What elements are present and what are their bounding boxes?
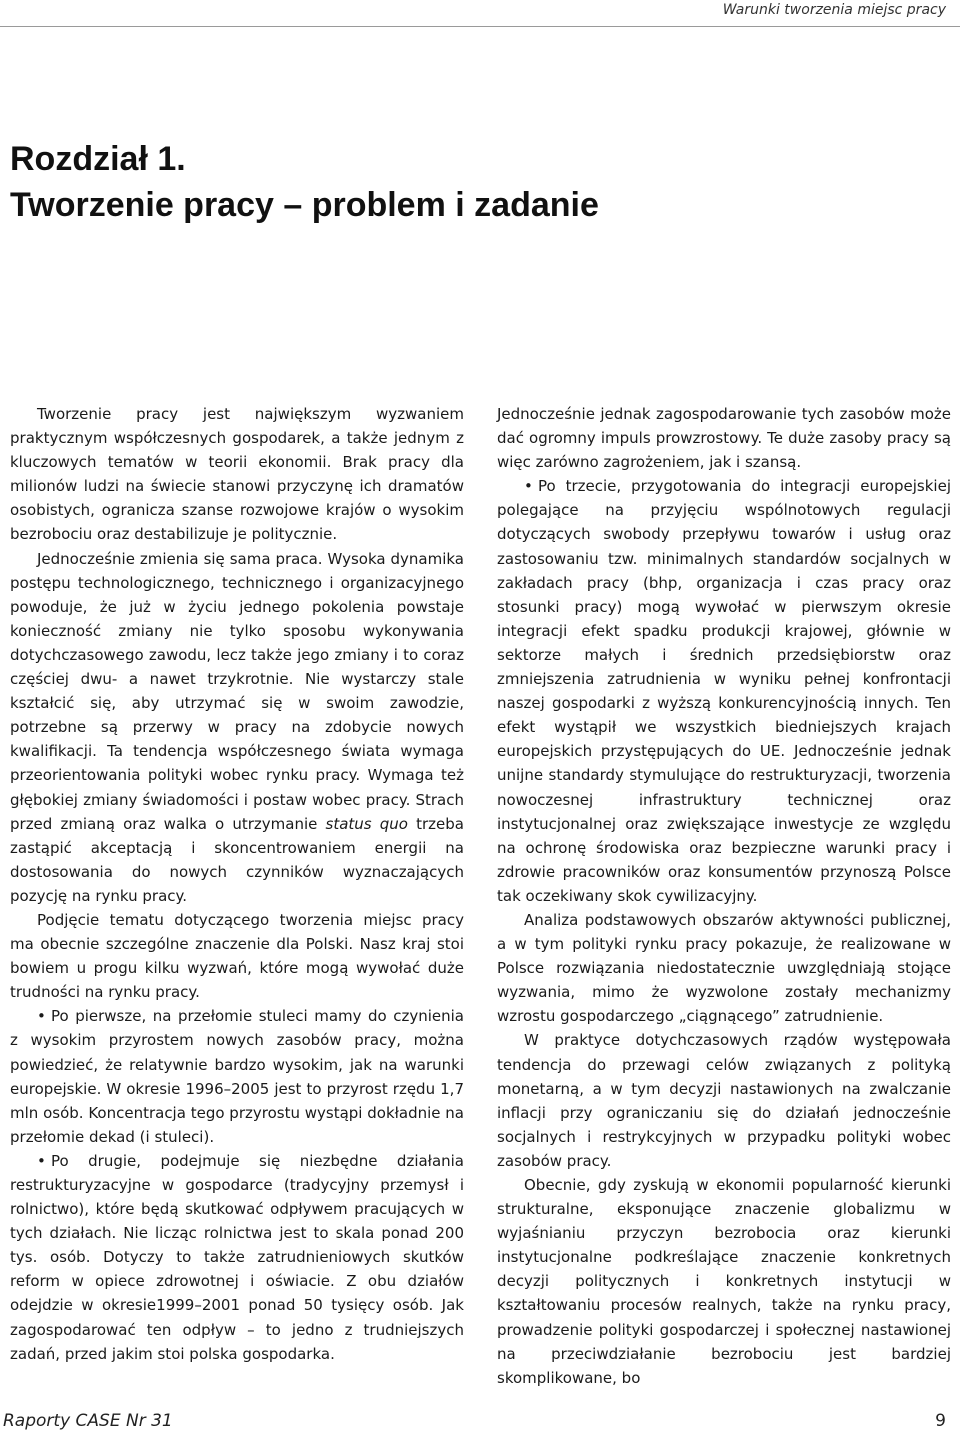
paragraph: Podjęcie tematu dotyczącego tworzenia miejsc pracy ma obecnie szczególne znaczenie dla Polski. Nasz kraj stoi bowiem u progu kilku wyzwań, które mogą wywołać duże trudności na rynku pracy. xyxy=(10,910,464,1002)
paragraph: Analiza podstawowych obszarów aktywności publicznej, a w tym polityki rynku pracy pokazuje, że realizowane w Polsce rozwiązania niedostatecznie uwzględniają stojące wyzwania, mimo że wyzwolone zostały mechanizmy wzrostu gospodarczego „ciągnącego” zatrudnienie. xyxy=(497,910,951,1026)
paragraph: Tworzenie pracy jest największym wyzwaniem praktycznym współczesnych gospodarek, a także jednym z kluczowych tematów w teorii ekonomii. Brak pracy dla milionów ludzi na świecie stanowi przyczynę ich dramatów osobistych, ogranicza szanse rozwojowe krajów o wysokim bezrobociu oraz destabilizuje je politycznie. xyxy=(10,405,464,544)
paragraph xyxy=(10,547,464,908)
paragraph: Obecnie, gdy zyskują w ekonomii popularność kierunki strukturalne, eksponujące znaczenie globalizmu w wyjaśnianiu przyczyn bezrobocia oraz kierunki instytucjonalne podkreślające znaczenie konkretnych decyzji politycznych i konkretnych instytucji w kształtowaniu procesów realnych, także na rynku pracy, prowadzenie polityki gospodarczej i społecznej nastawionej na przeciwdziałanie bezrobociu jest bardziej skomplikowane, bo xyxy=(497,1176,951,1387)
right-column xyxy=(497,402,951,1390)
running-header xyxy=(0,0,960,27)
running-title: Warunki tworzenia miejsc pracy xyxy=(722,2,946,18)
page-number: 9 xyxy=(935,1411,946,1431)
bullet-paragraph xyxy=(497,474,951,908)
italic-phrase: status quo xyxy=(325,814,408,833)
paragraph: Jednocześnie jednak zagospodarowanie tych zasobów może dać ogromny impuls prowzrostowy. Te duże zasoby pracy są więc zarówno zagrożeniem, jak i szansą. xyxy=(497,405,951,472)
bullet-icon: • xyxy=(37,1007,46,1026)
chapter-title: Tworzenie pracy – problem i zadanie xyxy=(10,186,599,224)
bullet-icon: • xyxy=(524,477,533,496)
bullet-text: Po pierwsze, na przełomie stuleci mamy do czynienia z wysokim przyrostem nowych zasobów pracy, można powiedzieć, że relatywnie bardzo wysokim, jak na warunki europejskie. W okresie 1996–2005 jest to przyrost rzędu 1,7 mln osób. Koncentracja tego przyrostu wystąpi dokładnie na przełomie dekad (i stuleci). xyxy=(10,1007,464,1146)
bullet-text: Po trzecie, przygotowania do integracji europejskiej polegające na przyjęciu wspólnotowych regulacji dotyczących swobody przepływu towarów i usług oraz zastosowaniu tzw. minimalnych standardów socjalnych w zakładach pracy (bhp, organizacja i czas pracy oraz stosunki pracy) mogą wywołać w pierwszym okresie integracji efekt spadku produkcji krajowej, głównie w sektorze małych i średnich przedsiębiorstw oraz zmniejszenia zatrudnienia w wyniku pełnej konfrontacji naszej gospodarki z wyższą konkurencyjnością innych. Ten efekt wystąpił we wszystkich biedniejszych krajach europejskich przystępujących do UE. Jednocześnie jednak unijne standardy stymulujące do restrukturyzacji, tworzenia nowoczesnej infrastruktury technicznej oraz instytucjonalnej oraz zwiększające inwestycje ze względu na ochronę środowiska oraz bezpieczne warunki pracy i zdrowie pracowników oraz konsumentów przynoszą Polsce tak oczekiwany skok cywilizacyjny. xyxy=(497,477,951,905)
bullet-icon: • xyxy=(37,1151,46,1170)
chapter-number: Rozdział 1. xyxy=(10,140,186,178)
bullet-paragraph xyxy=(10,1149,464,1366)
paragraph-text: trzeba zastąpić akceptacją i skoncentrowaniem energii na dostosowania do nowych czynników wyznaczających pozycję na rynku pracy. xyxy=(10,814,464,905)
bullet-text: Po drugie, podejmuje się niezbędne działania restrukturyzacyjne w gospodarce (tradycyjny przemysł i rolnictwo), które będą skutkować odpływem pracujących w tych działach. Nie licząc rolnictwa jest to skala ponad 200 tys. osób. Dotyczy to także zatrudnieniowych skutków reform w opiece zdrowotnej i oświacie. Z obu działów odejdzie w okresie1999–2001 ponad 50 tysięcy osób. Jak zagospodarować ten odpływ – to jedno z trudniejszych zadań, przed jakim stoi polska gospodarka. xyxy=(10,1151,464,1363)
left-column xyxy=(10,402,464,1366)
bullet-paragraph xyxy=(10,1004,464,1149)
paragraph-text: Jednocześnie zmienia się sama praca. Wysoka dynamika postępu technologicznego, technicznego i organizacyjnego powoduje, że już w życiu jednego pokolenia powstaje konieczność zmiany nie tylko sposobu wykonywania dotychczasowego zawodu, lecz także jego zmiany i to coraz częściej dwu- a nawet trzykrotnie. Nie wystarczy stale kształcić się, aby utrzymać się w swoim zawodzie, potrzebne są przerwy w pracy na zdobycie nowych kwalifikacji. Ta tendencja współczesnego świata wymaga przeorientowania polityki wobec rynku pracy. Wymaga też głębokiej zmiany świadomości i postaw wobec pracy. Strach przed zmianą oraz walka o utrzymanie xyxy=(10,549,464,833)
footer-publication: Raporty CASE Nr 31 xyxy=(3,1411,173,1431)
paragraph: W praktyce dotychczasowych rządów występowała tendencja do przewagi celów związanych z polityką monetarną, a w tym decyzji nastawionych na zwalczanie inflacji przy ograniczaniu się do działań jednocześnie socjalnych i restrykcyjnych w przypadku polityki wobec zasobów pracy. xyxy=(497,1031,951,1170)
